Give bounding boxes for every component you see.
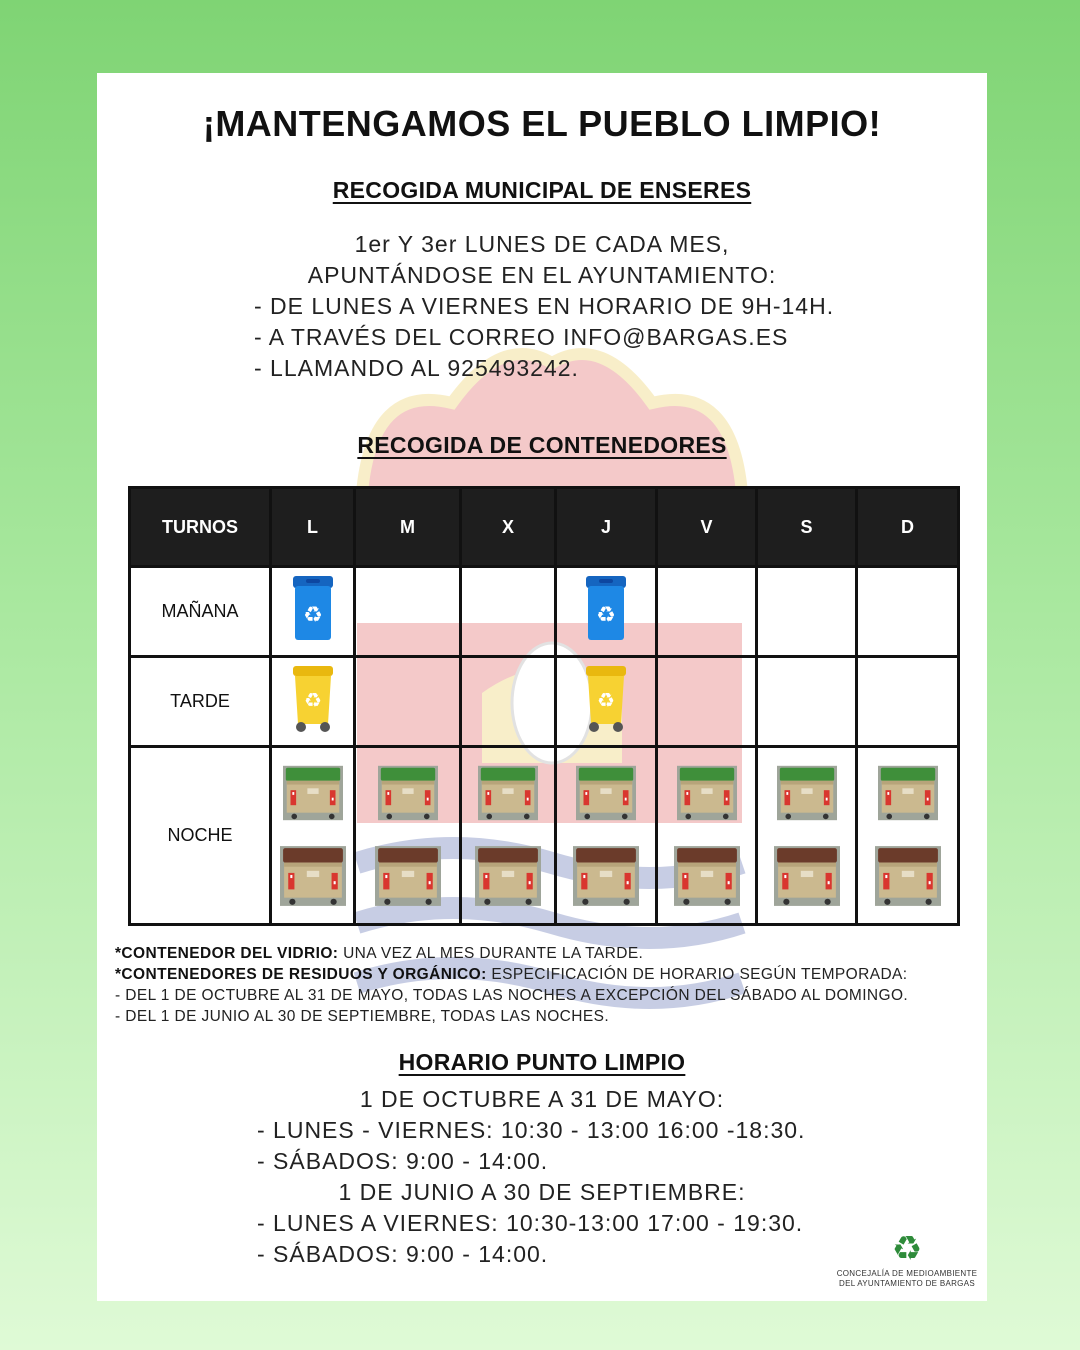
cell-tarde-x bbox=[461, 657, 556, 747]
row-label-tarde: TARDE bbox=[130, 657, 271, 747]
brown-lid-dumpster-icon bbox=[375, 844, 441, 908]
note-vidrio bbox=[115, 943, 908, 964]
punto-limpio-season-1-saturday: - SÁBADOS: 9:00 - 14:00. bbox=[257, 1148, 549, 1174]
enseres-item: - LLAMANDO AL 925493242. bbox=[254, 355, 579, 381]
page-title: ¡MANTENGAMOS EL PUEBLO LIMPIO! bbox=[202, 103, 882, 144]
cell-manana-v bbox=[657, 567, 757, 657]
punto-limpio-season-1: 1 DE OCTUBRE A 31 DE MAYO: bbox=[359, 1086, 725, 1112]
svg-text:♻: ♻ bbox=[303, 688, 322, 712]
cell-manana-d bbox=[857, 567, 959, 657]
brown-lid-dumpster-icon bbox=[774, 844, 840, 908]
cell-noche-s bbox=[757, 747, 857, 925]
note-vidrio-label: *CONTENEDOR DEL VIDRIO: bbox=[115, 945, 339, 962]
dumpster-pair bbox=[658, 764, 755, 908]
svg-text:♻: ♻ bbox=[891, 1230, 923, 1264]
punto-limpio-season-2: 1 DE JUNIO A 30 DE SEPTIEMBRE: bbox=[338, 1179, 746, 1205]
punto-limpio-heading: HORARIO PUNTO LIMPIO bbox=[398, 1049, 686, 1075]
dumpster-pair bbox=[858, 764, 957, 908]
cell-noche-x bbox=[461, 747, 556, 925]
green-lid-dumpster-icon bbox=[283, 764, 343, 822]
dumpster-pair bbox=[356, 764, 459, 908]
dumpster-pair bbox=[557, 764, 655, 908]
cell-noche-v bbox=[657, 747, 757, 925]
brown-lid-dumpster-icon bbox=[875, 844, 941, 908]
enseres-item: - A TRAVÉS DEL CORREO INFO@BARGAS.ES bbox=[254, 324, 789, 350]
cell-tarde-s bbox=[757, 657, 857, 747]
note-vidrio-text: UNA VEZ AL MES DURANTE LA TARDE. bbox=[338, 945, 644, 962]
logo-text-line-1: CONCEJALÍA DE MEDIOAMBIENTE bbox=[836, 1269, 978, 1278]
enseres-line-2: APUNTÁNDOSE EN EL AYUNTAMIENTO: bbox=[307, 262, 777, 288]
cell-manana-j bbox=[556, 567, 657, 657]
cell-manana-s bbox=[757, 567, 857, 657]
contenedores-heading: RECOGIDA DE CONTENEDORES bbox=[357, 432, 727, 458]
green-lid-dumpster-icon bbox=[777, 764, 837, 822]
blue-recycle-bin-icon bbox=[291, 574, 335, 644]
dumpster-pair bbox=[462, 764, 554, 908]
green-lid-dumpster-icon bbox=[378, 764, 438, 822]
green-lid-dumpster-icon bbox=[576, 764, 636, 822]
cell-noche-d bbox=[857, 747, 959, 925]
column-header-martes: M bbox=[355, 488, 461, 567]
column-header-domingo: D bbox=[857, 488, 959, 567]
cell-manana-l bbox=[271, 567, 355, 657]
cell-noche-j bbox=[556, 747, 657, 925]
dumpster-pair bbox=[272, 764, 353, 908]
column-header-lunes: L bbox=[271, 488, 355, 567]
poster-card bbox=[97, 73, 987, 1301]
yellow-recycle-bin-icon bbox=[290, 664, 336, 734]
cell-tarde-l bbox=[271, 657, 355, 747]
svg-text:♻: ♻ bbox=[596, 603, 616, 628]
cell-tarde-d bbox=[857, 657, 959, 747]
punto-limpio-season-2-weekdays: - LUNES A VIERNES: 10:30-13:00 17:00 - 19:30. bbox=[257, 1210, 804, 1236]
cell-tarde-j bbox=[556, 657, 657, 747]
concejalia-logo bbox=[832, 1230, 982, 1289]
yellow-recycle-bin-icon bbox=[583, 664, 629, 734]
svg-text:♻: ♻ bbox=[302, 603, 323, 628]
note-residuos-label: *CONTENEDORES DE RESIDUOS Y ORGÁNICO: bbox=[115, 966, 487, 983]
brown-lid-dumpster-icon bbox=[674, 844, 740, 908]
enseres-heading: RECOGIDA MUNICIPAL DE ENSERES bbox=[332, 177, 752, 203]
green-lid-dumpster-icon bbox=[478, 764, 538, 822]
blue-recycle-bin-icon bbox=[584, 574, 628, 644]
green-lid-dumpster-icon bbox=[878, 764, 938, 822]
cell-manana-x bbox=[461, 567, 556, 657]
table-header-row bbox=[130, 488, 959, 567]
brown-lid-dumpster-icon bbox=[475, 844, 541, 908]
table-row-noche bbox=[130, 747, 959, 925]
enseres-line-1: 1er Y 3er LUNES DE CADA MES, bbox=[354, 231, 730, 257]
table-row-manana bbox=[130, 567, 959, 657]
cell-noche-m bbox=[355, 747, 461, 925]
note-residuos bbox=[115, 964, 908, 985]
column-header-viernes: V bbox=[657, 488, 757, 567]
punto-limpio-season-1-weekdays: - LUNES - VIERNES: 10:30 - 13:00 16:00 -18:30. bbox=[257, 1117, 806, 1143]
row-label-noche: NOCHE bbox=[130, 747, 271, 925]
brown-lid-dumpster-icon bbox=[573, 844, 639, 908]
cell-tarde-v bbox=[657, 657, 757, 747]
svg-text:♻: ♻ bbox=[597, 688, 615, 712]
column-header-sabado: S bbox=[757, 488, 857, 567]
note-season-1: - DEL 1 DE OCTUBRE AL 31 DE MAYO, TODAS LAS NOCHES A EXCEPCIÓN DEL SÁBADO AL DOMINGO. bbox=[115, 987, 909, 1004]
column-header-miercoles: X bbox=[461, 488, 556, 567]
row-label-manana: MAÑANA bbox=[130, 567, 271, 657]
recycle-icon bbox=[889, 1230, 925, 1264]
note-residuos-text: ESPECIFICACIÓN DE HORARIO SEGÚN TEMPORADA: bbox=[486, 966, 908, 983]
column-header-turnos: TURNOS bbox=[130, 488, 271, 567]
cell-manana-m bbox=[355, 567, 461, 657]
logo-text-line-2: DEL AYUNTAMIENTO DE BARGAS bbox=[839, 1279, 975, 1288]
punto-limpio-season-2-saturday: - SÁBADOS: 9:00 - 14:00. bbox=[257, 1241, 549, 1267]
note-season-2: - DEL 1 DE JUNIO AL 30 DE SEPTIEMBRE, TODAS LAS NOCHES. bbox=[115, 1008, 610, 1025]
green-lid-dumpster-icon bbox=[677, 764, 737, 822]
column-header-jueves: J bbox=[556, 488, 657, 567]
table-row-tarde bbox=[130, 657, 959, 747]
collection-schedule-table bbox=[128, 486, 960, 926]
cell-noche-l bbox=[271, 747, 355, 925]
notes-block bbox=[115, 943, 908, 1027]
brown-lid-dumpster-icon bbox=[280, 844, 346, 908]
dumpster-pair bbox=[758, 764, 855, 908]
cell-tarde-m bbox=[355, 657, 461, 747]
enseres-item: - DE LUNES A VIERNES EN HORARIO DE 9H-14H. bbox=[254, 293, 835, 319]
